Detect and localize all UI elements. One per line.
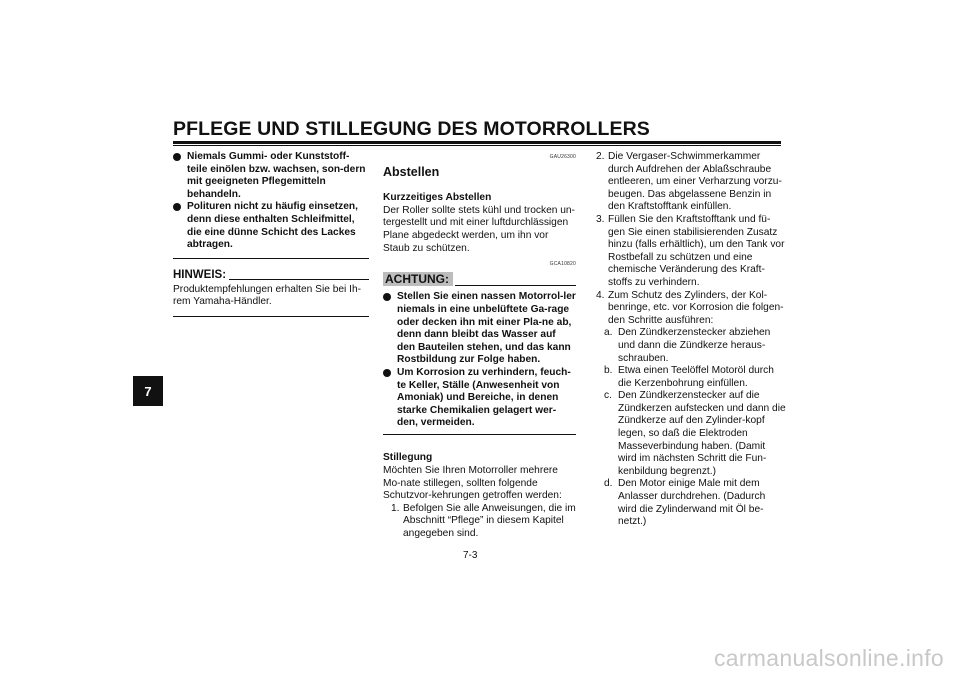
step-number: 4. [596,289,605,301]
section-divider [173,258,369,260]
storage-step-3 [596,214,786,290]
caution-bullets [383,291,576,430]
bullet-text: Um Korrosion zu verhindern, feuch-te Keller, Ställe (Anwesenheit von Amoniak) und Bereiche, in denen starke Chemikalien gelagert wer-den, vermeiden. [397,366,571,429]
step-text: Zum Schutz des Zylinders, der Kol-benringe, etc. vor Korrosion die folgen-den Schritte ausführen: [608,289,784,326]
header-rule [173,141,781,144]
reference-code: GCA10820 [549,261,576,268]
substep-text: Den Zündkerzenstecker auf die Zündkerzen aufstecken und dann die Zündkerze auf den Zylinder-kopf legen, so daß die Elektroden Masseverbindung haben. (Damit wird im nächsten Schritt die Fun-kenbildung begrenzt.) [618,390,786,477]
step-text: Füllen Sie den Kraftstofftank und fü-gen Sie einen stabilisierenden Zusatz hinzu (falls erhältlich), um den Tank vor Rostbefall zu schützen und eine chemische Veränderung des Kraft-stoffs zu verhindern. [608,213,785,288]
note-title: HINWEIS: [173,269,227,282]
caution-bullet-2 [383,367,576,430]
bullet-text: Stellen Sie einen nassen Motorrol-ler niemals in eine unbelüftete Ga-rage oder decken ihn mit einer Pla-ne ab, denn dann bleibt das Wasser auf den Bauteilen stehen, und das kann Rostbildung zur Folge haben. [397,291,576,366]
page-number: 7-3 [463,550,478,561]
substep-d [596,478,786,528]
substep-text: Den Zündkerzenstecker abziehen und dann die Zündkerze heraus-schrauben. [618,327,771,364]
substep-letter: b. [604,365,613,377]
substep-text: Etwa einen Teelöffel Motoröl durch die Kerzenbohrung einfüllen. [618,365,774,389]
substep-letter: c. [604,390,612,402]
chapter-tab: 7 [133,376,163,406]
substep-b [596,365,786,390]
step-number: 1. [391,502,400,514]
caution-rule [455,285,576,286]
column-2 [383,151,576,541]
bullet-dot-icon [173,203,181,211]
header-rule-thin [173,145,781,146]
note-rule [229,279,369,280]
substep-letter: d. [604,478,613,490]
warning-bullet-1 [173,151,369,201]
section-title-abstellen: Abstellen [383,164,440,179]
storage-text: Möchten Sie Ihren Motorroller mehrere Mo-nate stillegen, sollten folgende Schutzvor-kehrungen getroffen werden: [383,464,562,502]
step-number: 3. [596,213,605,225]
note-text: Produktempfehlungen erhalten Sie bei Ih-rem Yamaha-Händler. [173,283,362,308]
step-text: Die Vergaser-Schwimmerkammer durch Aufdrehen der Ablaßschraube entleeren, um einer Verharzung vorzu-beugen. Das abgelassene Benzin in den Kraftstofftank einfüllen. [608,151,782,213]
step-number: 2. [596,151,605,162]
storage-step-4 [596,290,786,328]
storage-step-2 [596,151,786,214]
subsection-title-storage: Stillegung [383,452,433,464]
substep-c [596,390,786,478]
note-header [173,269,369,282]
substep-letter: a. [604,327,613,339]
substep-a [596,327,786,365]
note-end-rule [173,316,369,317]
watermark-text: carmanualsonline.info [713,645,944,671]
bullet-dot-icon [383,369,391,377]
caution-header [383,272,576,287]
column-1 [173,151,369,317]
caution-end-rule [383,434,576,436]
reference-code: GAU26300 [549,154,576,160]
bullet-text: Polituren nicht zu häufig einsetzen, denn diese enthalten Schleifmittel, die eine dünne Schicht des Lackes abtragen. [187,201,358,251]
storage-step-1 [391,503,576,541]
page-header-title: PFLEGE UND STILLEGUNG DES MOTORROLLERS [173,118,650,140]
bullet-text: Niemals Gummi- oder Kunststoff-teile einölen bzw. wachsen, son-dern mit geeigneten Pflegemitteln behandeln. [187,151,366,200]
warning-bullet-2 [173,201,369,251]
subsection-title-short: Kurzzeitiges Abstellen [383,192,492,204]
step-text: Befolgen Sie alle Anweisungen, die im Abschnitt “Pflege” in diesem Kapitel angegeben sind. [403,502,576,539]
substep-text: Den Motor einige Male mit dem Anlasser durchdrehen. (Dadurch wird die Zylinderwand mit Öl be-netzt.) [618,478,766,528]
caution-label: ACHTUNG: [383,272,453,287]
bullet-dot-icon [173,153,181,161]
caution-bullet-1 [383,291,576,367]
bullet-dot-icon [383,293,391,301]
column-3 [596,151,786,529]
short-storage-text: Der Roller sollte stets kühl und trocken un-tergestellt und mit einer luftdurchlässigen Plane abgedeckt werden, um ihn vor Staub zu schützen. [383,204,575,254]
